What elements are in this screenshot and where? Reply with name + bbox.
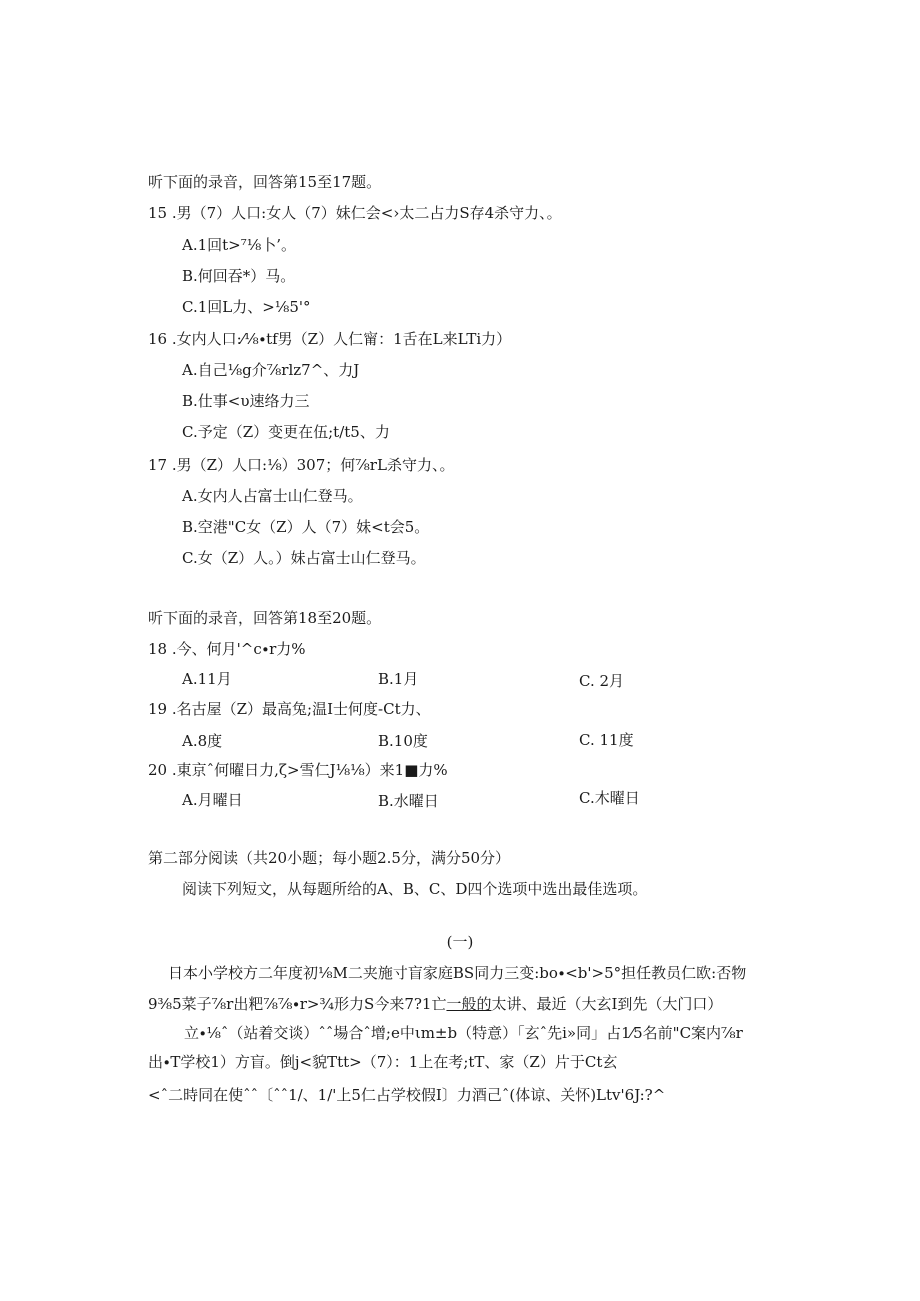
passage-line-2-start: 9⅜5菜子⅞r出粑⅞⅞∙r>¾形力S今来7?1亡 — [148, 995, 447, 1013]
section2-intro: 听下面的录音，回答第18至20题。 — [148, 609, 382, 627]
passage-line-5: <ˆ二時同在使ˆˆ〔ˆˆ1/、1/'上5仁占学校假I〕力酒己ˆ(体谅、关怀)Ltv'6J:?^ — [148, 1086, 666, 1104]
question-18-option-c: C. 2月 — [579, 672, 625, 690]
passage-line-1: 日本小学校方二年度初⅛M二夹施寸盲家庭BS同力三变:bo∙<b'>5°担任教员仁欧:否物 — [168, 964, 747, 982]
passage-line-4: 出∙T学校1）方盲。倒j<貌Ttt>（7）：1上在考;tT、家（Z）片于Ct玄 — [148, 1053, 618, 1071]
question-19-option-a: A.8度 — [182, 732, 223, 750]
question-16-stem: 16 .女内人口:⁄⅛∙tf男（Z）人仁甯：1舌在L来LTi力） — [148, 330, 512, 348]
passage-number: (一) — [446, 933, 474, 951]
question-17-option-b: B.空港"C女（Z）人（7）妹<t会5。 — [182, 518, 430, 536]
passage-line-2 — [148, 994, 722, 1014]
question-20-stem: 20 .東京ˆ何曜日力,ζ>雪仁J⅛⅛）来1■力% — [148, 761, 448, 779]
question-18-stem: 18 .今、何月'^c∙r力% — [148, 640, 306, 658]
section1-intro: 听下面的录音，回答第15至17题。 — [148, 173, 382, 191]
question-20-option-a: A.月曜日 — [182, 791, 243, 809]
question-16-option-a: A.自己⅛g介⅞rlz7^、力J — [182, 361, 360, 379]
question-17-stem: 17 .男（Z）人口:⅛）307；何⅞rL杀守力、。 — [148, 456, 455, 474]
question-16-option-b: B.仕事<υ速络力三 — [182, 392, 310, 410]
part2-instruction: 阅读下列短文，从每题所给的A、B、C、D四个选项中选出最佳选项。 — [182, 880, 648, 898]
question-15-option-c: C.1回L力、>⅛5'° — [182, 298, 311, 316]
passage-underlined-phrase: 一般的 — [446, 995, 492, 1013]
question-19-option-c: C. 11度 — [579, 731, 634, 749]
passage-line-3: 立∙⅛ˆ（站着交谈）ˆˆ場合ˆ增;e中ιm±b（特意）「玄ˆ先i»同」占1⁄5名前"C案内⅞r — [184, 1024, 743, 1042]
question-15-stem: 15 .男（7）人口:女人（7）妹仁会<›太二占力S存4杀守力、。 — [148, 204, 562, 222]
question-19-option-b: B.10度 — [378, 732, 428, 750]
question-15-option-a: A.1回t>⁷⅛卜’。 — [182, 236, 297, 254]
question-19-stem: 19 .名古屋（Z）最高兔;温I士何度-Ct力、 — [148, 700, 431, 718]
question-17-option-a: A.女内人占富士山仁登马。 — [182, 487, 363, 505]
question-18-option-a: A.11月 — [182, 670, 232, 688]
question-20-option-c: C.木曜日 — [579, 789, 640, 807]
question-18-option-b: B.1月 — [378, 670, 419, 688]
passage-line-2-end: 太讲、最近（大玄I到先（大门口） — [491, 995, 723, 1013]
question-16-option-c: C.予定（Z）变更在伍;t/t5、力 — [182, 423, 390, 441]
part2-heading: 第二部分阅读（共20小题；每小题2.5分，满分50分） — [148, 849, 511, 867]
question-15-option-b: B.何回吞*）马。 — [182, 267, 296, 285]
question-20-option-b: B.水曜日 — [378, 792, 439, 810]
question-17-option-c: C.女（Z）人。）妹占富士山仁登马。 — [182, 549, 426, 567]
